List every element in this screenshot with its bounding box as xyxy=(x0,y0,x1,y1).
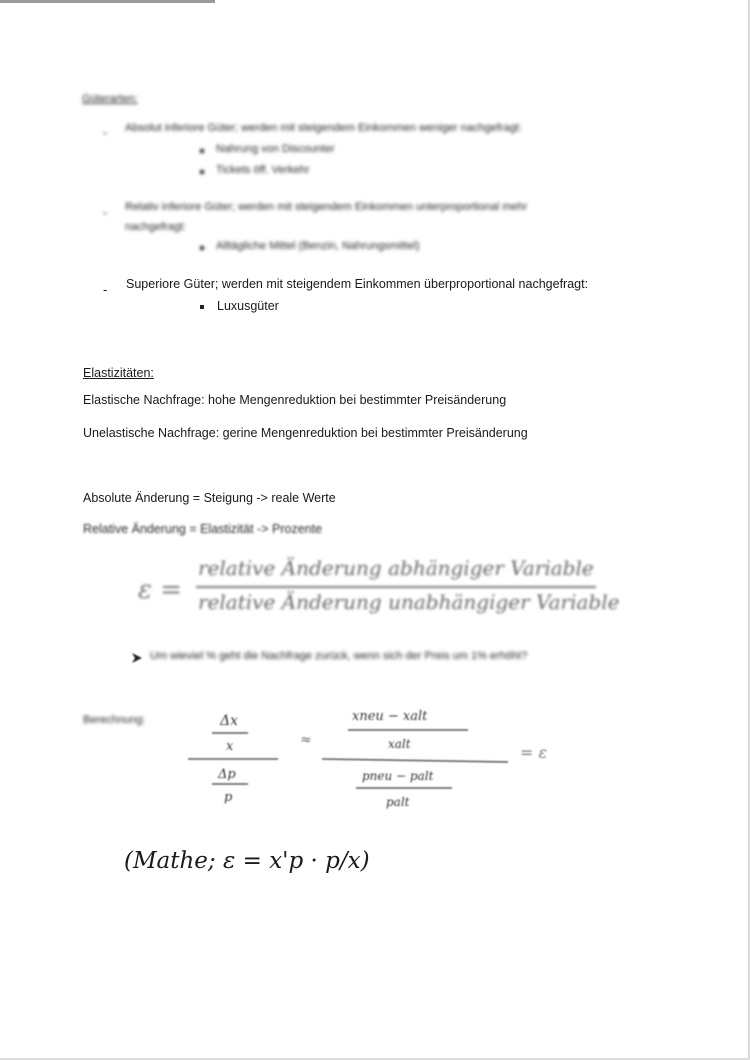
main-fraction-line xyxy=(322,759,508,762)
relative-inferior-line1: Relativ inferiore Güter; werden mit steigendem Einkommen unterproportional mehr xyxy=(125,201,528,213)
elastic-demand-text: Elastische Nachfrage: hohe Mengenreduktion bei bestimmter Preisänderung xyxy=(83,393,507,407)
p-diff-label: pneu − palt xyxy=(362,769,434,783)
example-item: Luxusgüter xyxy=(217,299,279,313)
scan-edge-top xyxy=(0,0,215,3)
list-dash: - xyxy=(103,125,108,140)
epsilon-symbol: ε = xyxy=(138,575,183,605)
approx-sign: ≈ xyxy=(300,732,312,748)
delta-p-label: Δp xyxy=(218,767,236,782)
x-label: x xyxy=(226,739,234,754)
list-dash: - xyxy=(103,282,108,297)
x-old-label: xalt xyxy=(388,737,411,751)
elasticity-heading: Elastizitäten: xyxy=(83,366,154,380)
fraction-line xyxy=(196,586,596,588)
elasticity-formula xyxy=(130,550,620,630)
calculation-label: Berechnung: xyxy=(83,714,146,726)
p-old-label: palt xyxy=(386,795,410,809)
goods-heading: Güterarten: xyxy=(82,93,138,105)
math-note: (Mathe; ε = x'p · p/x) xyxy=(124,848,370,874)
relative-inferior-line2: nachgefragt: xyxy=(125,221,187,233)
bullet-icon xyxy=(200,170,204,174)
example-item: Alltägliche Mittel (Benzin, Nahrungsmittel) xyxy=(216,240,420,252)
superior-goods-text: Superiore Güter; werden mit steigendem Einkommen überproportional nachgefragt: xyxy=(126,277,589,291)
example-item: Nahrung von Discounter xyxy=(216,143,335,155)
equals-epsilon: = ε xyxy=(520,743,548,762)
absolute-change-text: Absolute Änderung = Steigung -> reale Werte xyxy=(83,491,336,505)
bullet-icon xyxy=(200,149,204,153)
list-dash: - xyxy=(103,205,108,220)
inelastic-demand-text: Unelastische Nachfrage: gerine Mengenreduktion bei bestimmter Preisänderung xyxy=(83,426,528,440)
delta-x-label: Δx xyxy=(220,713,239,729)
example-item: Tickets öff. Verkehr xyxy=(216,164,310,176)
question-text: Um wieviel % geht die Nachfrage zurück, wenn sich der Preis um 1% erhöht? xyxy=(150,650,528,662)
formula-numerator: relative Änderung abhängiger Variable xyxy=(198,556,594,580)
bullet-icon xyxy=(200,305,204,309)
formula-denominator: relative Änderung unabhängiger Variable xyxy=(198,590,620,614)
x-diff-label: xneu − xalt xyxy=(352,709,428,724)
arrow-right-icon xyxy=(131,651,143,663)
calculation-formula xyxy=(180,700,600,820)
absolute-inferior-text: Absolut inferiore Güter; werden mit steigendem Einkommen weniger nachgefragt: xyxy=(125,122,522,134)
relative-change-text: Relative Änderung = Elastizität -> Prozente xyxy=(83,522,323,536)
p-label: p xyxy=(224,790,233,805)
bullet-icon xyxy=(200,246,204,250)
